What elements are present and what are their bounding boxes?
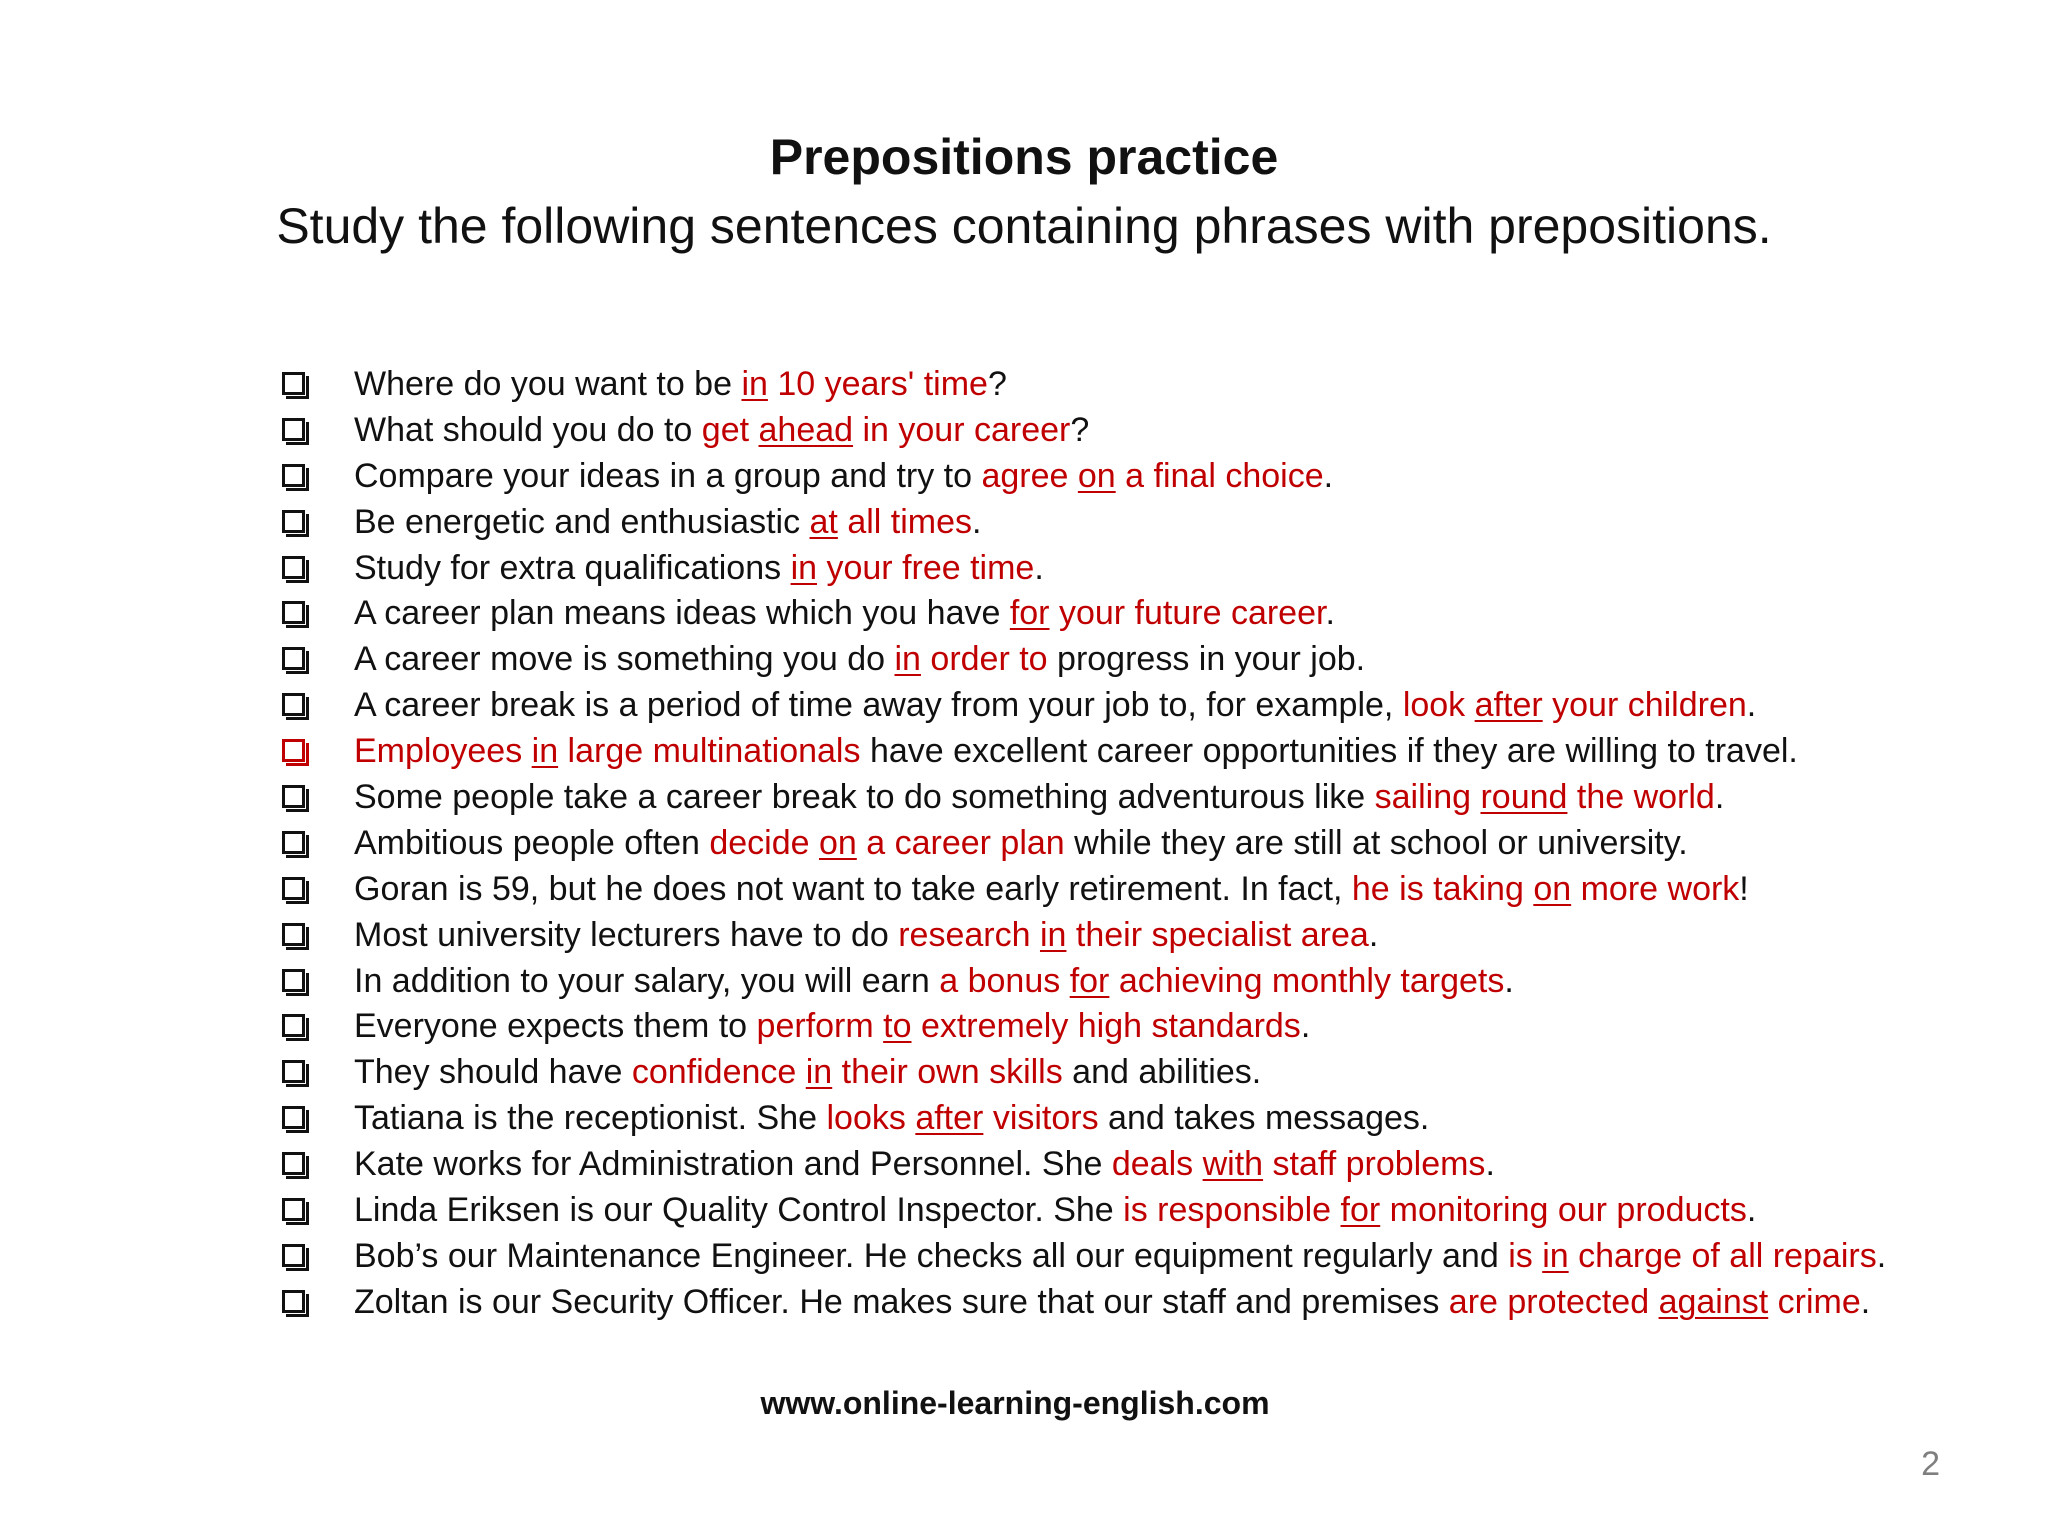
sentence-item: [278, 1004, 2018, 1050]
sentence-text: ?: [1070, 410, 1090, 449]
preposition: in: [1542, 1236, 1569, 1275]
sentence-text: and takes messages.: [1098, 1099, 1430, 1138]
sentence-text: Bob’s our Maintenance Engineer. He checks all our equipment regularly and: [354, 1236, 1509, 1275]
checkbox-icon[interactable]: [282, 1198, 305, 1221]
sentence-text: Kate works for Administration and Personnel. She: [354, 1145, 1112, 1184]
sentence-text: Study for extra qualifications: [354, 548, 791, 587]
sentence-text: .: [1860, 1282, 1871, 1321]
checkbox-icon[interactable]: [282, 647, 305, 670]
preposition: in: [741, 365, 768, 403]
preposition: against: [1658, 1282, 1769, 1321]
checkbox-icon[interactable]: [282, 1244, 305, 1267]
sentence-item: [278, 546, 2018, 592]
checkbox-icon[interactable]: [282, 923, 305, 946]
slide-subtitle: Study the following sentences containing phrases with prepositions.: [276, 198, 1772, 254]
footer-url: www.online-learning-english.com: [760, 1385, 1270, 1421]
sentence-text: Tatiana is the receptionist. She: [354, 1099, 827, 1138]
highlighted-phrase: a bonus: [939, 961, 1070, 1000]
highlighted-phrase: look: [1402, 686, 1475, 725]
preposition: with: [1202, 1145, 1264, 1184]
sentence-item: [278, 683, 2018, 729]
highlighted-phrase: your children: [1542, 686, 1747, 725]
highlighted-phrase: charge of all repairs: [1568, 1236, 1877, 1275]
sentence-text: A career move is something you do: [354, 640, 895, 679]
sentence-item: [278, 729, 2018, 775]
sentence-item: [278, 775, 2018, 821]
sentence-text: .: [1368, 915, 1379, 954]
highlighted-phrase: confidence: [631, 1053, 806, 1092]
preposition: in: [805, 1053, 833, 1092]
highlighted-phrase: perform: [756, 1007, 884, 1046]
highlighted-phrase: he is taking: [1351, 869, 1534, 908]
sentence-text: .: [1746, 1191, 1757, 1230]
sentence-text: A career plan means ideas which you have: [354, 594, 1010, 633]
preposition: on: [1533, 869, 1572, 908]
sentence-text: Linda Eriksen is our Quality Control Inspector. She: [354, 1191, 1124, 1230]
sentence-item: [278, 867, 2018, 913]
highlighted-phrase: in your career: [853, 410, 1071, 449]
highlighted-phrase: Employees: [354, 732, 532, 771]
checkbox-icon[interactable]: [282, 1014, 305, 1037]
sentence-item: [278, 1142, 2018, 1188]
sentence-text: Zoltan is our Security Officer. He makes sure that our staff and premises: [354, 1282, 1449, 1321]
preposition: for: [1340, 1191, 1381, 1230]
preposition: round: [1480, 778, 1568, 817]
page-number: 2: [1921, 1445, 1940, 1483]
sentence-item: [278, 1096, 2018, 1142]
highlighted-phrase: monitoring our products: [1380, 1191, 1747, 1230]
highlighted-phrase: are protected: [1448, 1282, 1659, 1321]
checkbox-icon[interactable]: [282, 1060, 305, 1083]
sentence-list: [278, 362, 2018, 1326]
checkbox-icon[interactable]: [282, 831, 305, 854]
highlighted-phrase: order to: [920, 640, 1048, 679]
highlighted-phrase: 10 years' time: [767, 365, 988, 403]
sentence-item: [278, 454, 2018, 500]
sentence-text: .: [1325, 594, 1335, 633]
checkbox-icon[interactable]: [282, 1106, 305, 1129]
sentence-text: What should you do to: [354, 410, 702, 449]
preposition: to: [883, 1007, 912, 1046]
sentence-text: while they are still at school or university.: [1064, 823, 1688, 862]
highlighted-phrase: crime: [1768, 1282, 1861, 1321]
preposition: in: [1039, 915, 1067, 954]
sentence-item: [278, 1050, 2018, 1096]
highlighted-phrase: looks: [826, 1099, 916, 1138]
sentence-text: Compare your ideas in a group and try to: [354, 456, 982, 495]
preposition: ahead: [758, 410, 854, 449]
sentence-item: [278, 913, 2018, 959]
sentence-item: [278, 1188, 2018, 1234]
sentence-text: They should have: [354, 1053, 632, 1092]
highlighted-phrase: more work: [1571, 869, 1740, 908]
highlighted-phrase: is: [1508, 1236, 1543, 1275]
checkbox-icon[interactable]: [282, 877, 305, 900]
sentence-text: ?: [987, 365, 1007, 403]
checkbox-icon[interactable]: [282, 1290, 305, 1313]
slide-title: Prepositions practice: [769, 129, 1279, 185]
preposition: for: [1069, 961, 1110, 1000]
checkbox-icon[interactable]: [282, 739, 305, 762]
sentence-text: Everyone expects them to: [354, 1007, 757, 1046]
sentence-text: .: [1485, 1145, 1495, 1184]
sentence-text: .: [1746, 686, 1757, 725]
sentence-text: Be energetic and enthusiastic: [354, 502, 810, 541]
sentence-text: Some people take a career break to do something adventurous like: [354, 778, 1375, 817]
sentence-text: progress in your job.: [1047, 640, 1366, 679]
checkbox-icon[interactable]: [282, 785, 305, 808]
sentence-text: A career break is a period of time away from your job to, for example,: [354, 686, 1403, 725]
checkbox-icon[interactable]: [282, 418, 305, 441]
highlighted-phrase: achieving monthly targets: [1109, 961, 1505, 1000]
checkbox-icon[interactable]: [282, 464, 305, 487]
preposition: for: [1009, 594, 1050, 633]
sentence-text: In addition to your salary, you will earn: [354, 961, 940, 1000]
checkbox-icon[interactable]: [282, 1152, 305, 1175]
sentence-item: [278, 500, 2018, 546]
sentence-item: [278, 637, 2018, 683]
highlighted-phrase: visitors: [983, 1099, 1099, 1138]
preposition: on: [818, 823, 857, 862]
sentence-text: have excellent career opportunities if they are willing to travel.: [860, 732, 1798, 771]
preposition: after: [915, 1099, 984, 1138]
checkbox-icon[interactable]: [282, 372, 305, 395]
sentence-item: [278, 959, 2018, 1005]
highlighted-phrase: decide: [709, 823, 819, 862]
sentence-text: .: [1323, 456, 1334, 495]
preposition: at: [809, 502, 838, 541]
sentence-item: [278, 821, 2018, 867]
preposition: in: [790, 548, 818, 587]
sentence-text: Most university lecturers have to do: [354, 915, 899, 954]
highlighted-phrase: a final choice: [1115, 456, 1324, 495]
checkbox-icon[interactable]: [282, 693, 305, 716]
sentence-text: .: [1504, 961, 1514, 1000]
highlighted-phrase: their specialist area: [1066, 915, 1369, 954]
sentence-text: .: [1300, 1007, 1311, 1046]
preposition: on: [1077, 456, 1116, 495]
checkbox-icon[interactable]: [282, 601, 305, 624]
checkbox-icon[interactable]: [282, 510, 305, 533]
highlighted-phrase: agree: [981, 456, 1078, 495]
sentence-item: [278, 591, 2018, 637]
preposition: after: [1474, 686, 1543, 725]
sentence-item: [278, 1280, 2018, 1326]
sentence-item: [278, 408, 2018, 454]
highlighted-phrase: your free time: [817, 548, 1035, 587]
sentence-text: and abilities.: [1062, 1053, 1262, 1092]
highlighted-phrase: the world: [1567, 778, 1715, 817]
highlighted-phrase: deals: [1111, 1145, 1203, 1184]
sentence-text: .: [972, 502, 982, 541]
highlighted-phrase: research: [898, 915, 1040, 954]
highlighted-phrase: get: [701, 410, 759, 449]
sentence-item: [278, 1234, 2018, 1280]
sentence-text: .: [1034, 548, 1044, 587]
highlighted-phrase: sailing: [1374, 778, 1481, 817]
checkbox-icon[interactable]: [282, 969, 305, 992]
highlighted-phrase: all times: [837, 502, 973, 541]
sentence-text: Where do you want to be: [354, 365, 742, 403]
highlighted-phrase: their own skills: [832, 1053, 1063, 1092]
highlighted-phrase: extremely high standards: [911, 1007, 1301, 1046]
sentence-item: [278, 362, 2018, 408]
highlighted-phrase: staff problems: [1263, 1145, 1486, 1184]
sentence-text: .: [1714, 778, 1725, 817]
sentence-text: .: [1876, 1236, 1887, 1275]
highlighted-phrase: large multinationals: [558, 732, 861, 771]
highlighted-phrase: a career plan: [856, 823, 1065, 862]
highlighted-phrase: your future career: [1049, 594, 1326, 633]
preposition: in: [894, 640, 921, 679]
preposition: in: [531, 732, 559, 771]
sentence-text: Ambitious people often: [354, 823, 710, 862]
sentence-text: !: [1739, 869, 1749, 908]
sentence-text: Goran is 59, but he does not want to take early retirement. In fact,: [354, 869, 1352, 908]
checkbox-icon[interactable]: [282, 556, 305, 579]
highlighted-phrase: is responsible: [1123, 1191, 1341, 1230]
